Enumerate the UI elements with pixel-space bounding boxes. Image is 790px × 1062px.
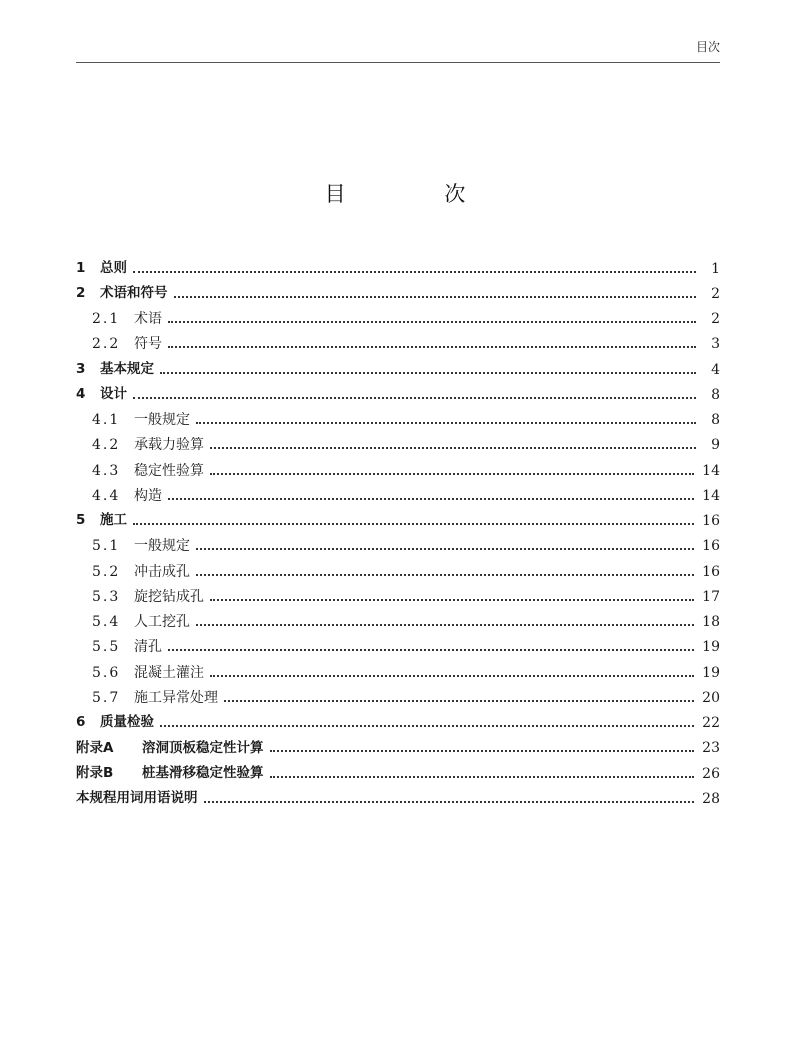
toc-entry-number: 2.2 (92, 336, 121, 353)
toc-dot-leader (168, 346, 696, 348)
toc-entry[interactable] (76, 610, 720, 635)
toc-entry[interactable] (76, 761, 720, 786)
toc-entry[interactable] (76, 786, 720, 811)
toc-entry-page: 23 (702, 740, 720, 757)
toc-entry-page: 19 (702, 664, 720, 681)
toc-entry-page: 14 (702, 462, 720, 479)
toc-entry-page: 2 (711, 311, 720, 328)
toc-entry[interactable] (76, 685, 720, 710)
toc-dot-leader (210, 473, 694, 475)
toc-dot-leader (210, 447, 696, 449)
toc-entry-title: 一般规定 (134, 412, 190, 429)
toc-entry-title: 承载力验算 (134, 437, 204, 454)
toc-entry-page: 26 (702, 765, 720, 782)
toc-entry-title: 清孔 (134, 639, 162, 656)
toc-entry[interactable] (76, 433, 720, 458)
header-rule (76, 62, 720, 63)
toc-entry-title: 旋挖钻成孔 (134, 588, 204, 605)
running-header: 目次 (695, 40, 720, 54)
toc-entry-title: 一般规定 (134, 538, 190, 555)
toc-entry-title: 符号 (134, 336, 162, 353)
toc-entry-number: 5.6 (92, 664, 121, 681)
toc-title: 目 次 (324, 182, 512, 206)
toc-entry-page: 18 (702, 614, 720, 631)
toc-entry-title: 术语和符号 (100, 285, 168, 302)
toc-entry-number: 4.2 (92, 437, 121, 454)
toc-list (76, 256, 720, 812)
toc-entry-page: 4 (711, 361, 720, 378)
toc-dot-leader (196, 422, 696, 424)
toc-entry[interactable] (76, 660, 720, 685)
toc-dot-leader (133, 397, 696, 399)
toc-entry-title: 基本规定 (100, 360, 154, 377)
toc-entry-title: 施工异常处理 (134, 689, 218, 706)
toc-entry-number: 5 (76, 512, 86, 529)
toc-entry-number: 5.2 (92, 563, 121, 580)
toc-entry-number: 5.7 (92, 689, 121, 706)
toc-entry[interactable] (76, 408, 720, 433)
toc-dot-leader (270, 776, 695, 778)
toc-entry-page: 22 (702, 715, 720, 732)
toc-dot-leader (210, 599, 694, 601)
toc-dot-leader (196, 574, 694, 576)
toc-entry[interactable] (76, 458, 720, 483)
toc-entry-number: 2.1 (92, 311, 121, 328)
toc-entry[interactable] (76, 559, 720, 584)
toc-entry-page: 16 (702, 538, 720, 555)
toc-dot-leader (160, 372, 696, 374)
toc-entry-number: 3 (76, 360, 86, 377)
toc-dot-leader (270, 750, 695, 752)
toc-entry[interactable] (76, 711, 720, 736)
toc-entry-number: 5.1 (92, 538, 121, 555)
toc-dot-leader (196, 624, 694, 626)
toc-dot-leader (160, 725, 694, 727)
toc-entry-page: 1 (711, 260, 720, 277)
toc-entry-number: 4.4 (92, 487, 121, 504)
toc-dot-leader (224, 700, 694, 702)
toc-dot-leader (174, 296, 697, 298)
toc-entry-title: 溶洞顶板稳定性计算 (142, 739, 264, 756)
toc-entry-title: 质量检验 (100, 714, 154, 731)
toc-entry[interactable] (76, 307, 720, 332)
toc-entry-number: 2 (76, 285, 86, 302)
toc-entry-number: 附录B (76, 764, 114, 781)
toc-entry-number: 5.3 (92, 588, 121, 605)
toc-entry-title: 总则 (100, 259, 127, 276)
toc-entry[interactable] (76, 483, 720, 508)
toc-entry-number: 附录A (76, 739, 114, 756)
toc-entry-number: 4.1 (92, 412, 121, 429)
toc-entry[interactable] (76, 584, 720, 609)
toc-entry-number: 4 (76, 386, 86, 403)
toc-entry-title: 人工挖孔 (134, 614, 190, 631)
toc-entry[interactable] (76, 382, 720, 407)
toc-entry[interactable] (76, 256, 720, 281)
toc-entry[interactable] (76, 534, 720, 559)
toc-entry-page: 8 (711, 412, 720, 429)
toc-entry-page: 28 (702, 790, 720, 807)
toc-entry-page: 14 (702, 487, 720, 504)
toc-dot-leader (168, 649, 694, 651)
toc-dot-leader (133, 271, 696, 273)
toc-dot-leader (196, 548, 694, 550)
toc-entry-page: 3 (711, 336, 720, 353)
toc-entry-title: 本规程用词用语说明 (76, 790, 198, 807)
toc-entry[interactable] (76, 281, 720, 306)
toc-entry[interactable] (76, 635, 720, 660)
toc-entry-page: 19 (702, 639, 720, 656)
toc-entry-number: 4.3 (92, 462, 121, 479)
toc-entry[interactable] (76, 736, 720, 761)
toc-entry-number: 1 (76, 259, 86, 276)
toc-entry-page: 16 (702, 563, 720, 580)
toc-entry[interactable] (76, 332, 720, 357)
toc-entry-title: 冲击成孔 (134, 563, 190, 580)
toc-entry-number: 6 (76, 714, 86, 731)
toc-dot-leader (168, 321, 696, 323)
toc-entry-title: 混凝土灌注 (134, 664, 204, 681)
toc-entry-page: 17 (702, 588, 720, 605)
toc-dot-leader (168, 498, 694, 500)
toc-dot-leader (133, 523, 694, 525)
toc-entry[interactable] (76, 509, 720, 534)
toc-entry-page: 8 (711, 386, 720, 403)
toc-entry-page: 9 (711, 437, 720, 454)
toc-dot-leader (210, 675, 694, 677)
toc-entry-page: 16 (702, 513, 720, 530)
toc-entry-title: 桩基滑移稳定性验算 (142, 764, 264, 781)
toc-entry-title: 构造 (134, 487, 162, 504)
toc-entry-title: 施工 (100, 512, 127, 529)
toc-entry-page: 2 (711, 285, 720, 302)
toc-entry-page: 20 (702, 689, 720, 706)
toc-entry-title: 稳定性验算 (134, 462, 204, 479)
toc-entry-title: 设计 (100, 386, 127, 403)
toc-entry[interactable] (76, 357, 720, 382)
toc-entry-number: 5.5 (92, 639, 121, 656)
toc-entry-title: 术语 (134, 311, 162, 328)
toc-dot-leader (204, 801, 695, 803)
toc-entry-number: 5.4 (92, 614, 121, 631)
